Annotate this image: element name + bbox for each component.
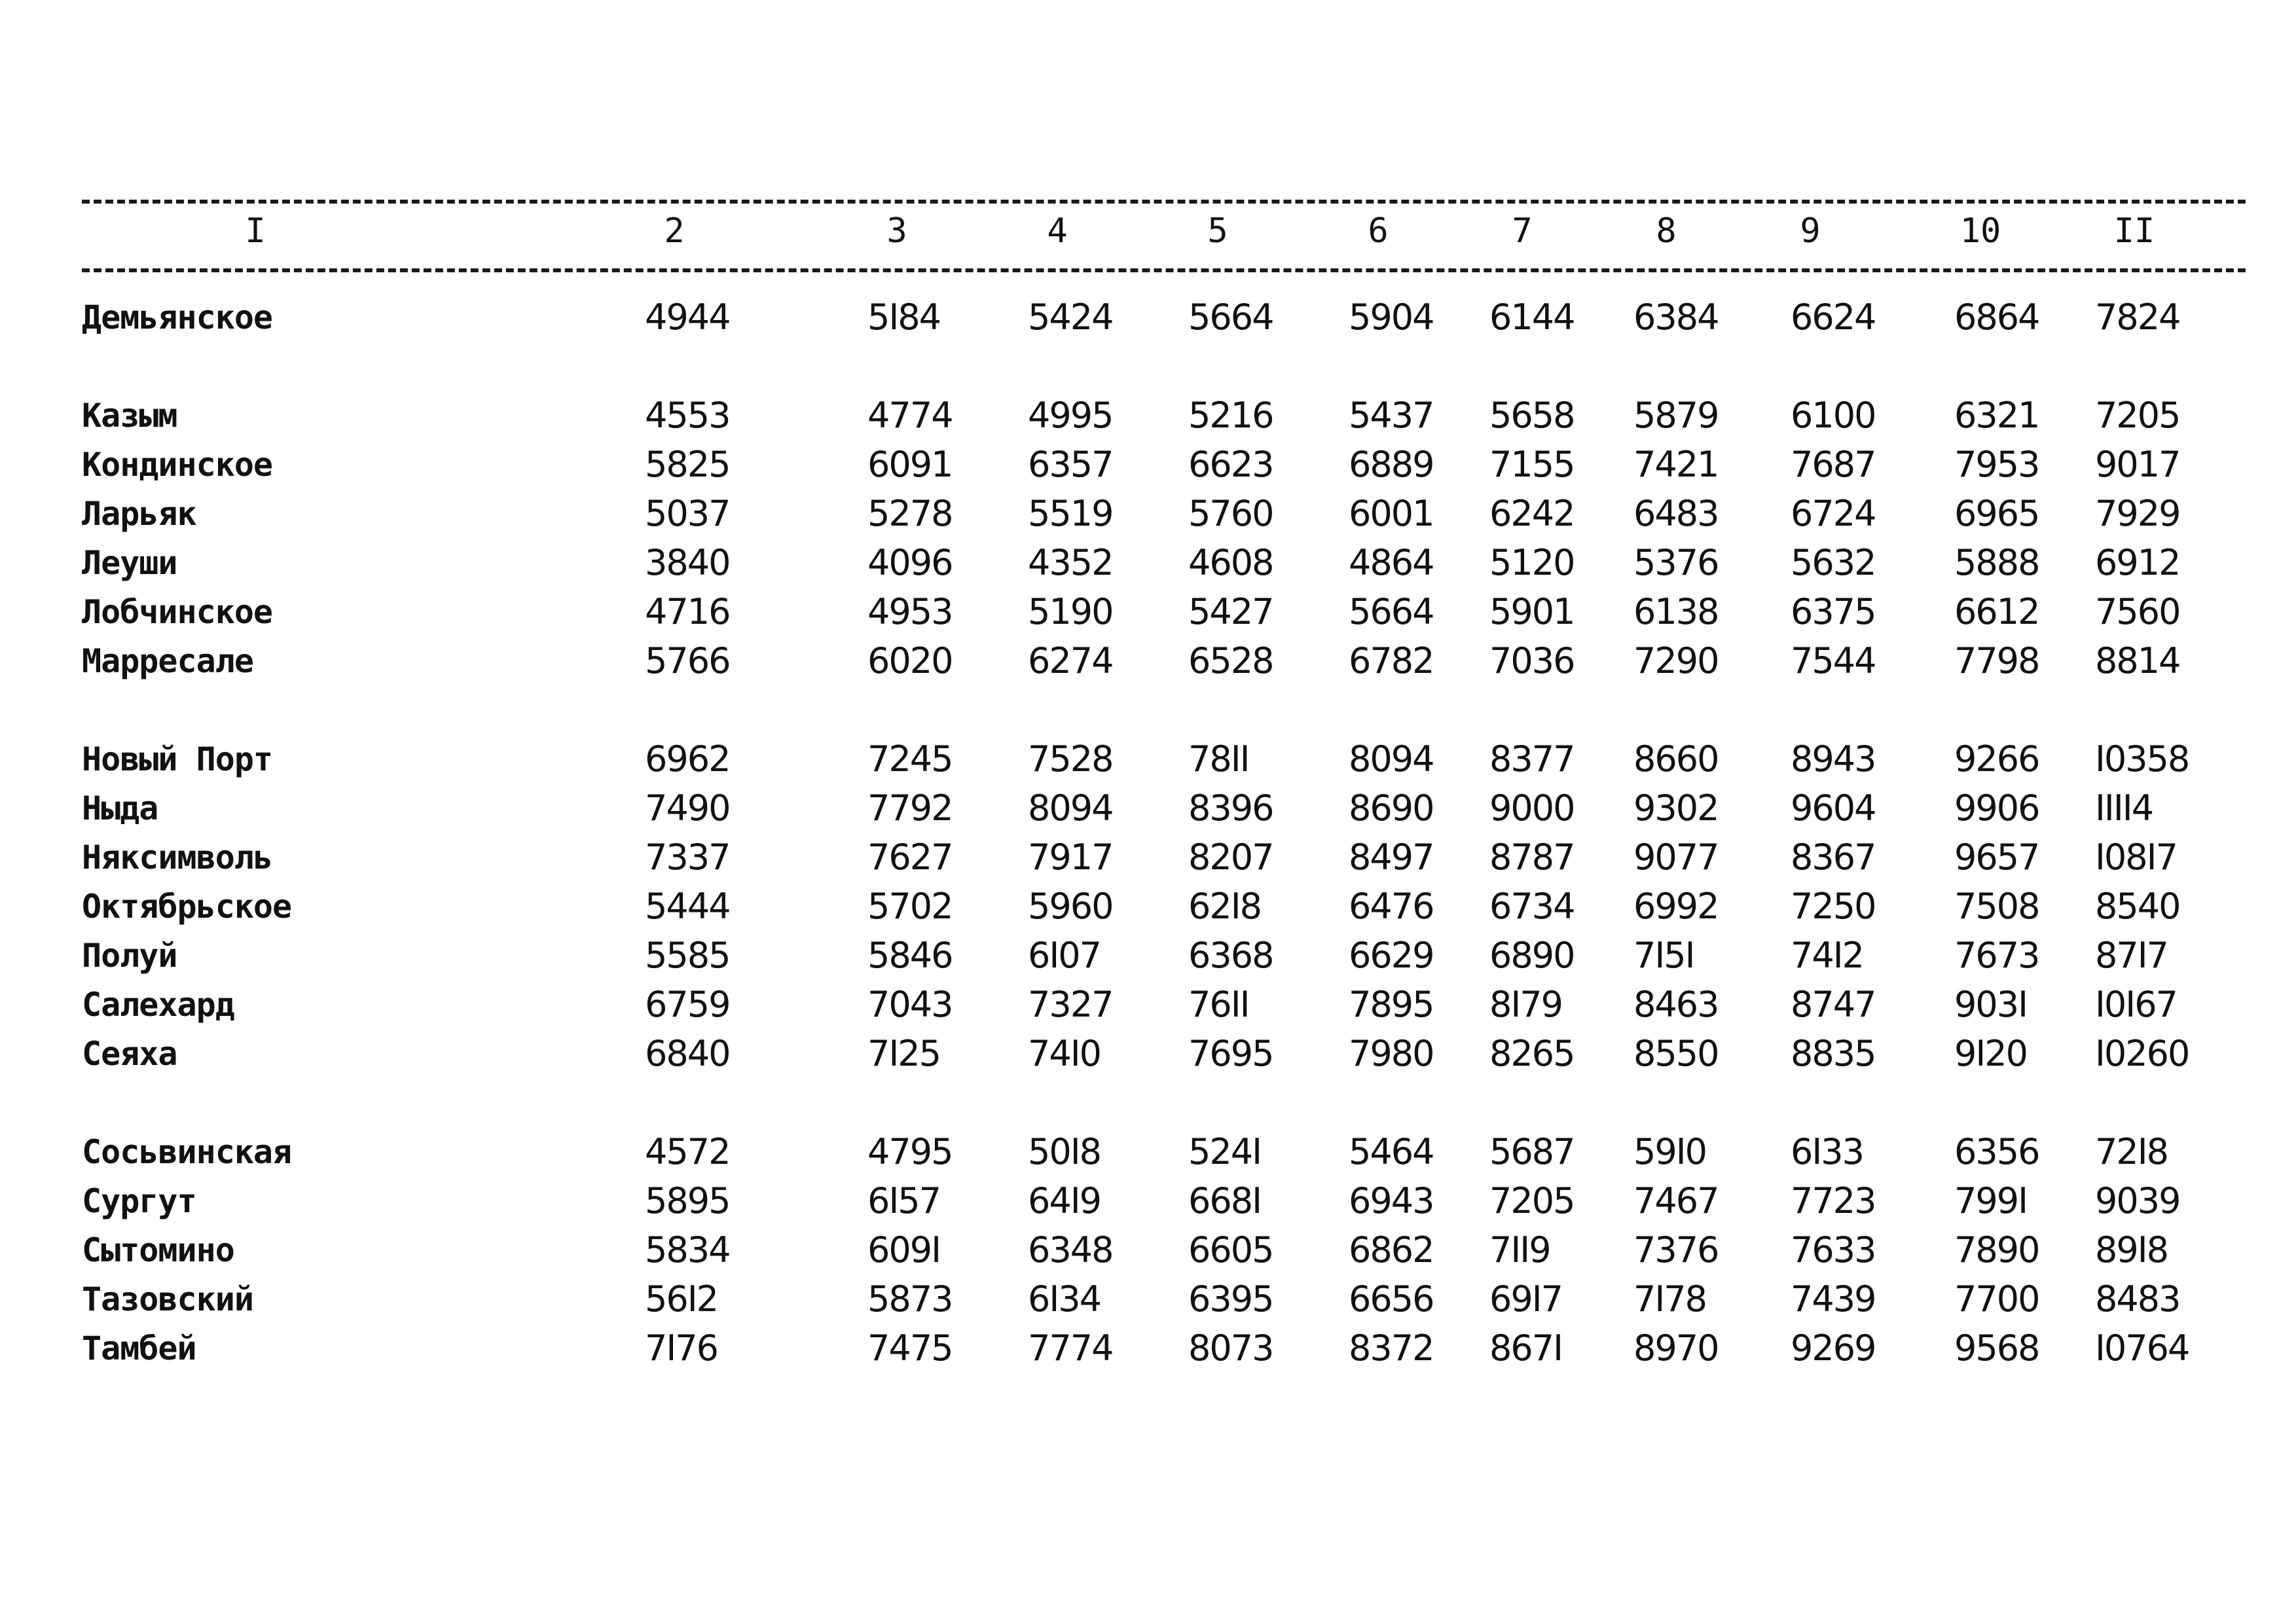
row-value-col-9: 6724 [1791,493,1876,534]
table-row [0,1227,2296,1273]
row-value-col-4: 5424 [1028,297,1113,338]
row-value-col-10: 6612 [1954,591,2039,632]
row-value-col-11: 72I8 [2095,1131,2168,1172]
row-value-col-11: 7929 [2095,493,2180,534]
row-value-col-3: 4795 [867,1131,953,1172]
row-value-col-10: 6864 [1954,297,2039,338]
row-value-col-5: 8073 [1188,1327,1273,1369]
row-value-col-7: 8787 [1489,837,1575,878]
row-value-col-7: 8265 [1489,1033,1575,1074]
row-value-col-8: 6483 [1633,493,1719,534]
row-value-col-6: 6943 [1349,1180,1434,1221]
row-value-col-3: 5702 [867,886,953,927]
row-value-col-9: 8747 [1791,984,1876,1025]
row-station-name: Сосьвинская [82,1133,292,1171]
row-value-col-2: 4553 [645,395,730,436]
row-value-col-11: 9039 [2095,1180,2180,1221]
row-value-col-2: 4572 [645,1131,730,1172]
row-value-col-3: 5873 [867,1278,953,1320]
row-value-col-3: 6I57 [867,1180,940,1221]
table-row [0,442,2296,488]
row-value-col-9: 7544 [1791,640,1876,681]
row-value-col-9: 9269 [1791,1327,1876,1369]
row-value-col-5: 5664 [1188,297,1273,338]
row-value-col-3: 4096 [867,542,953,583]
row-value-col-5: 8396 [1188,787,1273,829]
row-value-col-2: 5766 [645,640,730,681]
row-station-name: Ныда [82,789,158,827]
row-value-col-5: 6623 [1188,444,1273,485]
row-value-col-3: 5I84 [867,297,940,338]
table-row [0,589,2296,635]
row-value-col-8: 5879 [1633,395,1719,436]
row-value-col-7: 6734 [1489,886,1575,927]
row-value-col-6: 7895 [1349,984,1434,1025]
row-value-col-7: 6144 [1489,297,1575,338]
row-station-name: Сеяха [82,1035,177,1073]
row-value-col-7: 5658 [1489,395,1575,436]
row-value-col-2: 6840 [645,1033,730,1074]
row-value-col-2: 56I2 [645,1278,718,1320]
row-value-col-5: 5216 [1188,395,1273,436]
row-value-col-8: 7290 [1633,640,1719,681]
column-header-5: 5 [1207,211,1228,251]
row-value-col-9: 8367 [1791,837,1876,878]
column-header-9: 9 [1800,211,1821,251]
table-row [0,785,2296,831]
table-row [0,1031,2296,1077]
row-value-col-5: 62I8 [1188,886,1261,927]
row-station-name: Сургут [82,1182,196,1220]
row-value-col-8: 6384 [1633,297,1719,338]
row-value-col-11: 8814 [2095,640,2180,681]
row-value-col-2: 5895 [645,1180,730,1221]
row-value-col-2: 6962 [645,738,730,780]
row-value-col-3: 6020 [867,640,953,681]
row-value-col-11: IIII4 [2095,787,2153,829]
row-value-col-9: 8943 [1791,738,1876,780]
row-value-col-8: 8660 [1633,738,1719,780]
row-value-col-8: 6138 [1633,591,1719,632]
table-row [0,393,2296,439]
row-value-col-11: I0260 [2095,1033,2189,1074]
row-station-name: Новый Порт [82,740,273,778]
row-value-col-4: 6I07 [1028,935,1101,976]
row-value-col-3: 4953 [867,591,953,632]
row-value-col-9: 7723 [1791,1180,1876,1221]
row-value-col-7: 8I79 [1489,984,1562,1025]
row-value-col-7: 7II9 [1489,1229,1550,1271]
row-value-col-7: 5120 [1489,542,1575,583]
row-value-col-5: 524I [1188,1131,1261,1172]
column-header-6: 6 [1368,211,1389,251]
row-value-col-8: 7421 [1633,444,1719,485]
row-value-col-9: 6624 [1791,297,1876,338]
row-value-col-11: 87I7 [2095,935,2168,976]
column-header-3: 3 [886,211,907,251]
row-value-col-2: 7337 [645,837,730,878]
row-value-col-5: 6368 [1188,935,1273,976]
row-value-col-4: 50I8 [1028,1131,1101,1172]
row-value-col-2: 6759 [645,984,730,1025]
row-value-col-9: 7439 [1791,1278,1876,1320]
row-value-col-6: 8094 [1349,738,1434,780]
row-value-col-10: 7508 [1954,886,2039,927]
row-value-col-11: 89I8 [2095,1229,2168,1271]
row-value-col-7: 7155 [1489,444,1575,485]
table-row [0,638,2296,684]
row-value-col-3: 5846 [867,935,953,976]
table-header-row [0,208,2296,261]
row-station-name: Салехард [82,986,234,1024]
column-header-7: 7 [1512,211,1533,251]
row-station-name: Леуши [82,544,177,582]
row-value-col-9: 6375 [1791,591,1876,632]
row-value-col-10: 6356 [1954,1131,2039,1172]
table-row [0,1326,2296,1371]
table-row [0,736,2296,782]
row-station-name: Лобчинское [82,593,273,631]
row-value-col-10: 9657 [1954,837,2039,878]
row-value-col-4: 7917 [1028,837,1113,878]
row-value-col-4: 5190 [1028,591,1113,632]
row-value-col-6: 6862 [1349,1229,1434,1271]
row-value-col-10: 9266 [1954,738,2039,780]
row-value-col-5: 76II [1188,984,1249,1025]
row-value-col-4: 5960 [1028,886,1113,927]
row-value-col-3: 7245 [867,738,953,780]
row-value-col-5: 5427 [1188,591,1273,632]
row-value-col-6: 8690 [1349,787,1434,829]
row-value-col-9: 74I2 [1791,935,1863,976]
column-header-8: 8 [1656,211,1677,251]
row-value-col-7: 7205 [1489,1180,1575,1221]
row-value-col-2: 5037 [645,493,730,534]
row-value-col-3: 609I [867,1229,940,1271]
row-value-col-5: 668I [1188,1180,1261,1221]
table-row [0,884,2296,929]
table-row [0,540,2296,586]
row-value-col-6: 6629 [1349,935,1434,976]
row-value-col-11: I0I67 [2095,984,2177,1025]
row-value-col-8: 8550 [1633,1033,1719,1074]
row-value-col-5: 5760 [1188,493,1273,534]
row-value-col-2: 7490 [645,787,730,829]
row-value-col-11: 9017 [2095,444,2180,485]
row-value-col-10: 7890 [1954,1229,2039,1271]
row-value-col-8: 7376 [1633,1229,1719,1271]
row-value-col-8: 7I78 [1633,1278,1706,1320]
row-value-col-2: 4944 [645,297,730,338]
row-value-col-9: 7250 [1791,886,1876,927]
row-value-col-9: 6100 [1791,395,1876,436]
row-value-col-2: 5834 [645,1229,730,1271]
row-value-col-4: 4352 [1028,542,1113,583]
table-row [0,491,2296,537]
row-value-col-8: 9302 [1633,787,1719,829]
column-header-11: II [2113,211,2155,251]
row-value-col-9: 8835 [1791,1033,1876,1074]
row-value-col-6: 6782 [1349,640,1434,681]
row-value-col-5: 78II [1188,738,1249,780]
row-value-col-4: 7528 [1028,738,1113,780]
column-header-4: 4 [1047,211,1068,251]
table-row [0,295,2296,340]
row-value-col-11: 7560 [2095,591,2180,632]
row-station-name: Демьянское [82,298,273,336]
row-value-col-5: 6528 [1188,640,1273,681]
row-value-col-6: 8497 [1349,837,1434,878]
table-row [0,933,2296,979]
row-value-col-5: 4608 [1188,542,1273,583]
row-value-col-10: 799I [1954,1180,2027,1221]
row-value-col-2: 5444 [645,886,730,927]
row-value-col-10: 6965 [1954,493,2039,534]
row-value-col-8: 7467 [1633,1180,1719,1221]
row-value-col-4: 74I0 [1028,1033,1101,1074]
column-header-2: 2 [664,211,685,251]
row-value-col-9: 7633 [1791,1229,1876,1271]
row-value-col-6: 7980 [1349,1033,1434,1074]
row-value-col-9: 9604 [1791,787,1876,829]
table-top-rule [82,200,2246,204]
row-station-name: Марресале [82,642,253,680]
row-value-col-4: 7774 [1028,1327,1113,1369]
row-value-col-10: 7673 [1954,935,2039,976]
row-value-col-3: 7475 [867,1327,953,1369]
row-value-col-9: 6I33 [1791,1131,1863,1172]
row-value-col-11: 6912 [2095,542,2180,583]
row-value-col-11: 8540 [2095,886,2180,927]
row-value-col-10: 5888 [1954,542,2039,583]
row-value-col-5: 8207 [1188,837,1273,878]
row-value-col-7: 6242 [1489,493,1575,534]
row-station-name: Ларьяк [82,495,196,533]
row-station-name: Кондинское [82,446,273,484]
row-value-col-7: 5901 [1489,591,1575,632]
row-value-col-3: 7627 [867,837,953,878]
row-value-col-6: 4864 [1349,542,1434,583]
row-station-name: Няксимволь [82,839,273,876]
row-value-col-6: 6476 [1349,886,1434,927]
table-row [0,1276,2296,1322]
row-value-col-8: 8970 [1633,1327,1719,1369]
row-value-col-10: 7700 [1954,1278,2039,1320]
row-value-col-6: 5437 [1349,395,1434,436]
row-value-col-10: 903I [1954,984,2027,1025]
row-value-col-4: 64I9 [1028,1180,1101,1221]
row-value-col-11: 8483 [2095,1278,2180,1320]
row-value-col-4: 6I34 [1028,1278,1101,1320]
row-value-col-6: 6889 [1349,444,1434,485]
row-value-col-10: 6321 [1954,395,2039,436]
row-value-col-11: I0358 [2095,738,2189,780]
row-value-col-3: 7043 [867,984,953,1025]
row-value-col-8: 5376 [1633,542,1719,583]
row-value-col-5: 7695 [1188,1033,1273,1074]
row-value-col-8: 9077 [1633,837,1719,878]
row-value-col-11: 7824 [2095,297,2180,338]
row-value-col-4: 8094 [1028,787,1113,829]
row-value-col-8: 8463 [1633,984,1719,1025]
row-value-col-10: 7953 [1954,444,2039,485]
row-value-col-2: 7I76 [645,1327,718,1369]
row-value-col-3: 7792 [867,787,953,829]
row-value-col-2: 4716 [645,591,730,632]
row-value-col-7: 7036 [1489,640,1575,681]
row-value-col-3: 4774 [867,395,953,436]
row-value-col-10: 9I20 [1954,1033,2027,1074]
row-value-col-3: 6091 [867,444,953,485]
row-value-col-4: 6357 [1028,444,1113,485]
row-value-col-6: 6656 [1349,1278,1434,1320]
row-station-name: Октябрьское [82,888,292,926]
row-value-col-11: I0764 [2095,1327,2189,1369]
row-value-col-8: 59I0 [1633,1131,1706,1172]
row-station-name: Сытомино [82,1231,234,1269]
row-value-col-7: 867I [1489,1327,1562,1369]
row-station-name: Тамбей [82,1329,196,1367]
table-row [0,835,2296,880]
row-value-col-7: 6890 [1489,935,1575,976]
row-value-col-5: 6395 [1188,1278,1273,1320]
row-value-col-8: 7I5I [1633,935,1694,976]
row-value-col-2: 3840 [645,542,730,583]
table-row [0,1178,2296,1224]
row-station-name: Тазовский [82,1280,253,1318]
row-value-col-9: 7687 [1791,444,1876,485]
row-value-col-10: 9568 [1954,1327,2039,1369]
row-station-name: Казым [82,397,177,435]
row-value-col-4: 5519 [1028,493,1113,534]
row-value-col-5: 6605 [1188,1229,1273,1271]
row-value-col-4: 6274 [1028,640,1113,681]
row-station-name: Полуй [82,937,177,975]
row-value-col-9: 5632 [1791,542,1876,583]
row-value-col-4: 7327 [1028,984,1113,1025]
row-value-col-2: 5585 [645,935,730,976]
row-value-col-2: 5825 [645,444,730,485]
row-value-col-10: 7798 [1954,640,2039,681]
row-value-col-6: 5664 [1349,591,1434,632]
row-value-col-10: 9906 [1954,787,2039,829]
column-header-10: 10 [1959,211,2001,251]
row-value-col-7: 69I7 [1489,1278,1562,1320]
table-header-rule [82,268,2246,272]
row-value-col-4: 6348 [1028,1229,1113,1271]
column-header-1: I [245,211,266,251]
table-row [0,982,2296,1028]
row-value-col-8: 6992 [1633,886,1719,927]
row-value-col-7: 8377 [1489,738,1575,780]
row-value-col-6: 5904 [1349,297,1434,338]
row-value-col-6: 8372 [1349,1327,1434,1369]
row-value-col-3: 7I25 [867,1033,940,1074]
row-value-col-11: I08I7 [2095,837,2177,878]
row-value-col-11: 7205 [2095,395,2180,436]
row-value-col-6: 5464 [1349,1131,1434,1172]
row-value-col-7: 9000 [1489,787,1575,829]
row-value-col-6: 6001 [1349,493,1434,534]
row-value-col-7: 5687 [1489,1131,1575,1172]
table-row [0,1129,2296,1175]
row-value-col-3: 5278 [867,493,953,534]
row-value-col-4: 4995 [1028,395,1113,436]
